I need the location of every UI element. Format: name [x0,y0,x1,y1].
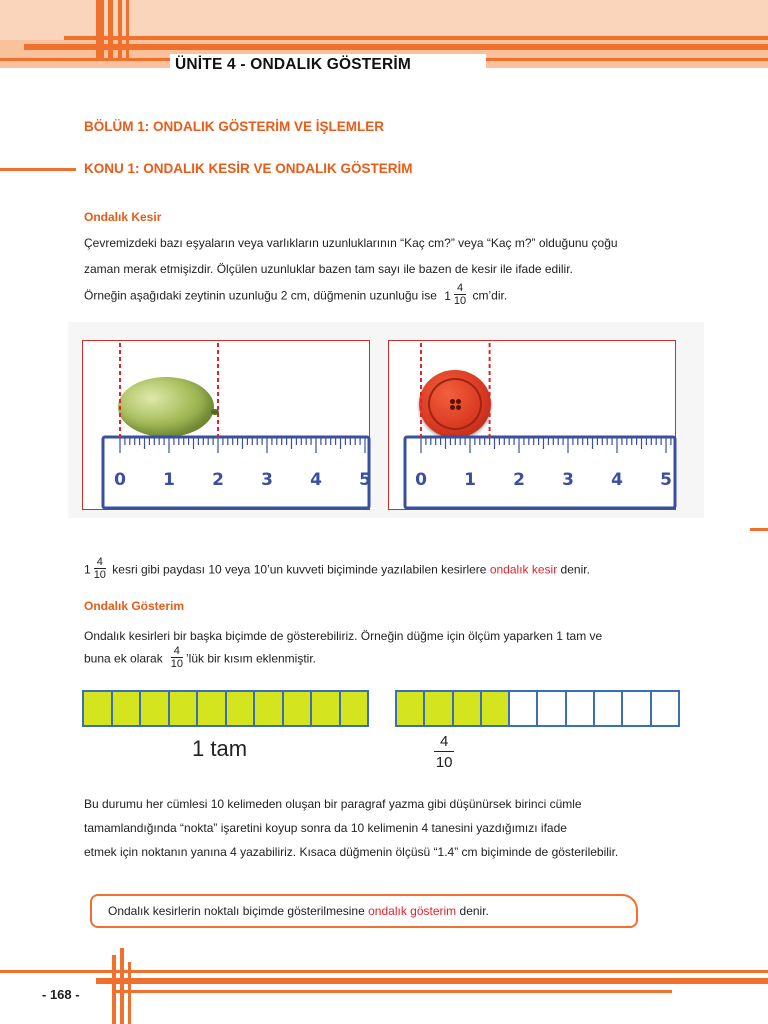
fraction-denominator: 10 [170,658,183,670]
whole-bar-cell-filled [84,692,113,725]
fraction-numerator: 4 [171,645,183,658]
section-title: BÖLÜM 1: ONDALIK GÖSTERİM VE İŞLEMLER [84,119,385,134]
whole-bar-cell-filled [312,692,341,725]
paragraph-line: zaman merak etmişizdir. Ölçülen uzunluklar bazen tam sayı ile bazen de kesir ile ifade edilir. [84,262,573,276]
footer-stripe [120,948,124,1024]
tenths-bar [395,690,680,727]
tenths-fraction [434,733,454,772]
subheading-ondalik-gosterim: Ondalık Gösterim [84,599,185,613]
mixed-number-whole: 1 [84,562,91,577]
fraction-numerator: 4 [454,282,466,295]
tenths-bar-cell-empty [538,692,566,725]
text-fragment: denir. [459,904,489,918]
paragraph-line: Bu durumu her cümlesi 10 kelimeden oluşan bir paragraf yazma gibi düşünürsek birinci cümle [84,797,582,811]
whole-bar-cell-filled [227,692,256,725]
topic-title: KONU 1: ONDALIK KESİR VE ONDALIK GÖSTERİM [84,161,413,176]
text-fragment: buna ek olarak [84,651,163,666]
tenths-bar-cell-filled [397,692,425,725]
ruler-label: 5 [660,470,672,490]
fraction-numerator: 4 [434,733,454,752]
subheading-ondalik-kesir: Ondalık Kesir [84,210,162,224]
whole-bar [82,690,369,727]
tenths-bar-cell-filled [425,692,453,725]
fraction-denominator: 10 [453,295,467,307]
whole-bar-cell-filled [141,692,170,725]
fraction-denominator: 10 [93,569,106,581]
whole-bar-cell-filled [255,692,284,725]
whole-bar-cell-filled [341,692,368,725]
text-fragment: Örneğin aşağıdaki zeytinin uzunluğu 2 cm, düğmenin uzunluğu ise [84,288,437,303]
ruler-label: 0 [114,470,126,490]
tenths-bar-cell-filled [454,692,482,725]
page-number: - 168 - [42,987,80,1002]
unit-title: ÜNİTE 4 - ONDALIK GÖSTERİM [175,56,411,73]
ruler-label: 1 [163,470,175,490]
ruler-label: 5 [359,470,371,490]
footer-rule [96,978,768,984]
whole-bar-cell-filled [113,692,142,725]
ruler-label: 2 [212,470,224,490]
text-fragment: ’lük bir kısım eklenmiştir. [185,651,317,666]
tenths-bar-cell-empty [510,692,538,725]
highlight-term: ondalık kesir [489,562,558,577]
definition-line [84,558,590,583]
text-fragment: Ondalık kesirlerin noktalı biçimde gösterilmesine [108,904,365,918]
ruler-label: 3 [562,470,574,490]
ruler-label: 4 [310,470,322,490]
text-fragment: kesri gibi paydası 10 veya 10’un kuvveti biçiminde yazılabilen kesirlere [112,562,487,577]
fraction [94,556,106,581]
ruler-label: 3 [261,470,273,490]
ruler-label: 2 [513,470,525,490]
footer-rule [112,990,672,993]
paragraph-line: etmek için noktanın yanına 4 yazabiliriz. Kısaca düğmenin ölçüsü “1.4” cm biçiminde de gösterilebilir. [84,845,619,859]
whole-bar-cell-filled [198,692,227,725]
tenths-bar-cell-empty [567,692,595,725]
mixed-number-whole: 1 [444,288,451,303]
fraction [171,645,183,670]
paragraph-line: Ondalık kesirleri bir başka biçimde de gösterebiliriz. Örneğin düğme için ölçüm yaparken 1 tam ve [84,629,603,643]
paragraph-line: tamamlandığında “nokta” işaretini koyup sonra da 10 kelimenin 4 tanesini yazdığımızı ifade [84,821,567,835]
ruler-label: 1 [464,470,476,490]
ruler-label: 4 [611,470,623,490]
tenths-bar-cell-empty [652,692,678,725]
tenths-bar-cell-empty [595,692,623,725]
text-fragment: denir. [560,562,590,577]
whole-label: 1 tam [192,736,248,761]
ruler-body [103,437,369,508]
footer-stripe [112,955,116,1024]
highlight-term: ondalık gösterim [368,904,457,918]
text-fragment: cm’dir. [472,288,508,303]
fraction-numerator: 4 [94,556,106,569]
footer-stripe [128,962,131,1024]
tenths-bar-cell-empty [623,692,651,725]
fraction-denominator: 10 [435,754,453,771]
ruler-label: 0 [415,470,427,490]
definition-text [108,904,489,918]
whole-bar-cell-filled [170,692,199,725]
tenths-bar-cell-filled [482,692,510,725]
paragraph-line: Çevremizdeki bazı eşyaların veya varlıkların uzunluklarının “Kaç cm?” veya “Kaç m?” olduğunu çoğu [84,236,618,250]
paragraph-line-with-fraction [84,647,316,672]
whole-bar-cell-filled [284,692,313,725]
